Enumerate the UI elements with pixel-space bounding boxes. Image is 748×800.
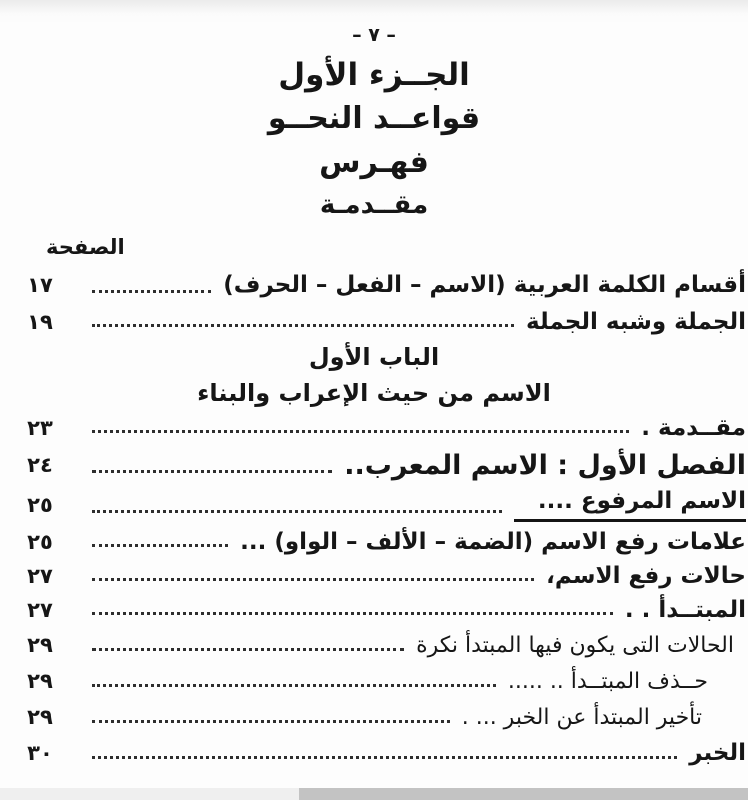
toc-entry-row [0, 593, 748, 627]
toc-entry-page: ١٧ [27, 273, 53, 297]
dotted-leader [92, 510, 502, 513]
toc-entry-row [0, 663, 748, 699]
toc-entry-page: ١٩ [27, 310, 53, 334]
dotted-leader [92, 544, 228, 547]
page-column-header: الصفحة [46, 235, 125, 259]
toc-entry-title: الجملة وشبه الجملة [526, 309, 746, 335]
toc-entry-title: أقسام الكلمة العربية (الاسم – الفعل – الحرف) [223, 272, 746, 298]
toc-entry-row [0, 559, 748, 593]
toc-section-heading: الباب الأول [308, 343, 440, 371]
horizontal-scrollbar-thumb[interactable] [299, 788, 748, 800]
toc-entry-title: حــذف المبتــدأ .. ..... [507, 668, 708, 694]
part-title: الجــزء الأول [278, 57, 470, 93]
index-title: فهـرس [319, 145, 429, 180]
toc-entry-row [0, 445, 748, 485]
dotted-leader [92, 430, 629, 433]
toc-entry-row [0, 265, 748, 305]
toc-rows [0, 265, 748, 771]
dotted-leader [92, 612, 613, 615]
toc-entry-page: ٢٥ [27, 530, 53, 554]
intro-title: مقــدمـة [319, 190, 429, 220]
toc-entry-page: ٢٧ [27, 564, 53, 588]
toc-section-heading: الاسم من حيث الإعراب والبناء [197, 379, 551, 407]
toc-entry-page: ٢٥ [27, 493, 53, 517]
toc-entry-row [0, 699, 748, 735]
dotted-leader [92, 756, 677, 759]
toc-entry-row [0, 305, 748, 339]
toc-entry-row [0, 627, 748, 663]
toc-entry-page: ٢٩ [27, 669, 53, 693]
dotted-leader [92, 324, 514, 327]
toc-entry-row [0, 735, 748, 771]
horizontal-scrollbar[interactable] [0, 788, 748, 800]
dotted-leader [92, 720, 450, 723]
toc-entry-row [0, 411, 748, 445]
toc-entry-title: تأخير المبتدأ عن الخبر ... . [461, 704, 702, 730]
toc-entry-title: الخبر [689, 740, 746, 766]
toc-entry-title: حالات رفع الاسم، [546, 563, 746, 589]
toc-entry-row [0, 525, 748, 559]
toc-entry-title: الفصل الأول : الاسم المعرب.. [344, 449, 746, 481]
toc-entry-title: علامات رفع الاسم (الضمة – الألف – الواو) ... [240, 529, 746, 555]
page-header [0, 0, 748, 225]
toc-entry-page: ٣٠ [27, 741, 53, 765]
toc-entry-page: ٢٤ [27, 453, 53, 477]
toc-entry-title: الحالات التى يكون فيها المبتدأ نكرة [416, 632, 734, 658]
dotted-leader [92, 578, 534, 581]
toc-entry-title: مقــدمة . [641, 415, 746, 441]
toc-entry-page: ٢٧ [27, 598, 53, 622]
toc-entry-title: المبتــدأ . . [624, 597, 746, 623]
toc-entry-title: الاسم المرفوع .... [514, 488, 746, 522]
dotted-leader [92, 648, 404, 651]
toc-entry-page: ٢٩ [27, 633, 53, 657]
dotted-leader [92, 470, 332, 473]
dotted-leader [92, 684, 496, 687]
toc-entry-row [0, 485, 748, 525]
toc-entry-page: ٢٩ [27, 705, 53, 729]
page-number-marker: – ٧ – [352, 24, 396, 46]
book-title: قواعــد النحــو [267, 101, 481, 136]
dotted-leader [92, 290, 211, 293]
toc-entry-page: ٢٣ [27, 416, 53, 440]
